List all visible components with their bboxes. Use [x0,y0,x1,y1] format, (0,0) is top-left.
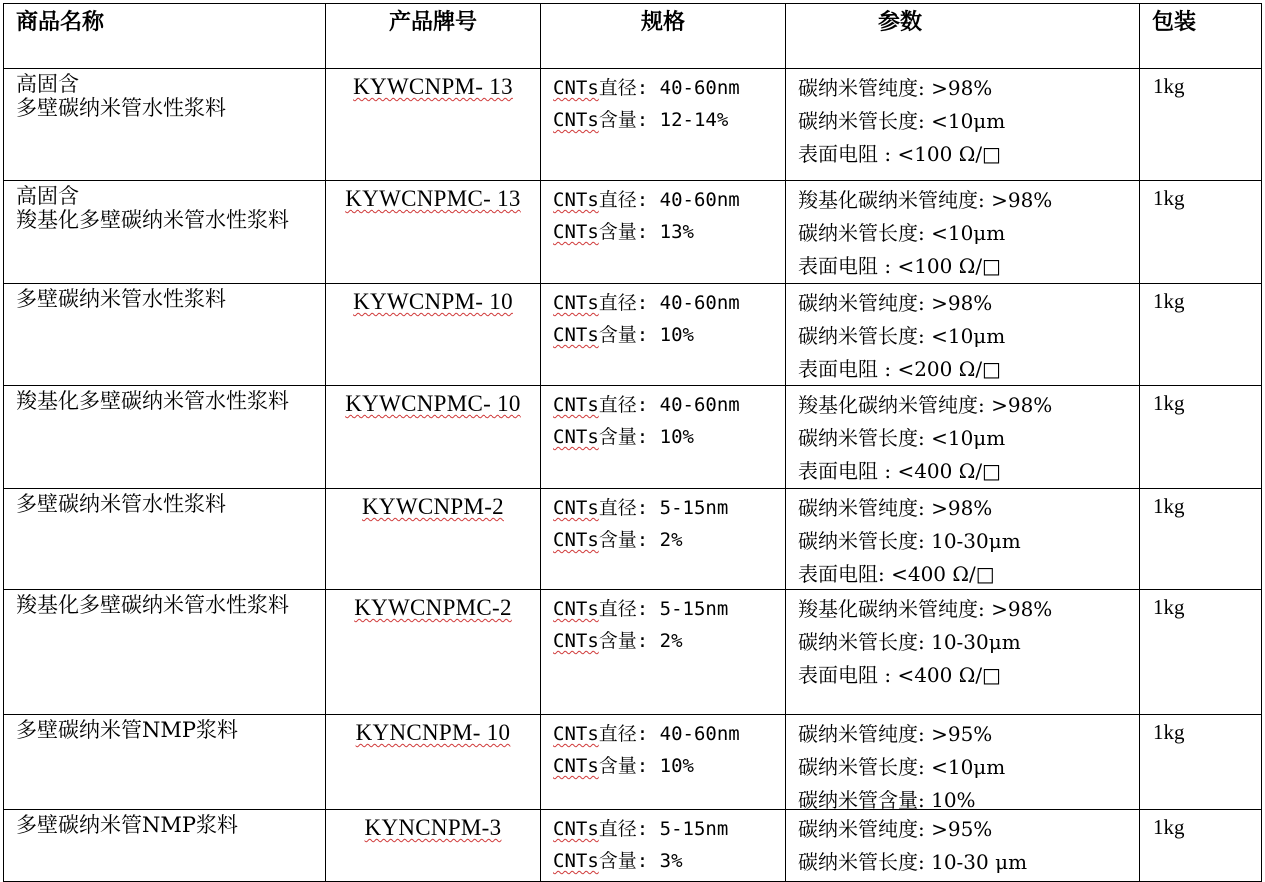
product-spec [541,810,785,882]
param-line: 碳纳米管长度: 10-30μm [798,630,1021,654]
spec-value: 含量: 10% [598,426,694,448]
param-line: 碳纳米管长度: <10μm [798,109,1006,133]
product-name-line: 多壁碳纳米管NMP浆料 [16,813,239,837]
header-pack [1140,4,1262,68]
product-name-line: 多壁碳纳米管水性浆料 [16,492,226,516]
param-line: 碳纳米管长度: <10μm [798,426,1006,450]
spec-value: 含量: 10% [598,324,694,346]
param-line: 碳纳米管纯度: >95% [798,722,993,746]
product-name [4,181,325,283]
model-code: KYWCNPM- 10 [353,289,513,314]
spec-value: 含量: 13% [598,221,694,243]
header-params [786,4,1139,68]
spec-cnts: CNTs [553,630,599,652]
product-spec [541,181,785,283]
product-name [4,284,325,385]
param-line: 表面电阻 : <400 Ω/□ [798,459,1001,483]
product-name-line: 高固含 [16,184,79,208]
product-model [326,181,540,283]
spec-line [553,593,785,625]
product-model [326,590,540,714]
product-spec [541,590,785,714]
model-code: KYNCNPM- 10 [355,720,511,745]
header-model [326,4,540,68]
spec-cnts: CNTs [553,497,599,519]
product-package: 1kg [1153,289,1185,313]
spec-line [553,287,785,319]
product-name-line: 羧基化多壁碳纳米管水性浆料 [16,593,289,617]
header-name [4,4,325,68]
param-line: 碳纳米管纯度: >98% [798,76,993,100]
spec-cnts: CNTs [553,324,599,346]
product-model [326,386,540,488]
param-line: 碳纳米管长度: <10μm [798,221,1006,245]
product-table [3,3,1262,882]
product-package: 1kg [1153,494,1185,518]
spec-cnts: CNTs [553,529,599,551]
spec-line [553,72,785,104]
spec-value: 含量: 3% [598,850,683,872]
product-params [786,181,1139,283]
spec-value: 直径: 5-15nm [598,818,729,840]
product-package: 1kg [1153,720,1185,744]
product-params [786,715,1139,812]
spec-cnts: CNTs [553,755,599,777]
product-name [4,810,325,882]
param-line: 碳纳米管长度: <10μm [798,324,1006,348]
spec-line [553,845,785,877]
product-name-line: 多壁碳纳米管水性浆料 [16,287,226,311]
header-spec [541,4,785,68]
product-model [326,284,540,385]
param-line: 表面电阻 : <200 Ω/□ [798,357,1001,381]
product-spec [541,386,785,488]
header-label: 参数 [878,10,923,35]
spec-line [553,421,785,453]
param-line: 碳纳米管纯度: >95% [798,817,993,841]
param-line: 表面电阻: <400 Ω/□ [798,562,995,586]
product-params [786,489,1139,589]
product-params [786,69,1139,180]
spec-cnts: CNTs [553,189,599,211]
product-model [326,715,540,809]
product-spec [541,715,785,809]
header-label: 商品名称 [16,10,105,35]
spec-cnts: CNTs [553,109,599,131]
spec-cnts: CNTs [553,598,599,620]
model-code: KYWCNPMC- 10 [345,391,521,416]
product-params [786,386,1139,488]
model-code: KYWCNPM- 13 [353,74,513,99]
header-label: 产品牌号 [388,10,477,35]
param-line: 碳纳米管纯度: >98% [798,291,993,315]
model-code: KYWCNPM-2 [362,494,504,519]
param-line: 碳纳米管长度: 10-30μm [798,529,1021,553]
product-spec [541,284,785,385]
spec-line [553,718,785,750]
spec-value: 含量: 2% [598,630,683,652]
spec-line [553,319,785,351]
product-package: 1kg [1153,815,1185,839]
spec-value: 直径: 40-60nm [598,394,740,416]
spec-value: 直径: 5-15nm [598,497,729,519]
spec-cnts: CNTs [553,850,599,872]
product-params [786,810,1139,882]
param-line: 碳纳米管纯度: >98% [798,496,993,520]
param-line: 羧基化碳纳米管纯度: >98% [798,188,1053,212]
product-name [4,489,325,589]
param-line: 羧基化碳纳米管纯度: >98% [798,597,1053,621]
spec-value: 含量: 10% [598,755,694,777]
spec-line [553,184,785,216]
spec-cnts: CNTs [553,426,599,448]
spec-line [553,492,785,524]
spec-cnts: CNTs [553,221,599,243]
product-name-line: 高固含 [16,72,79,96]
product-package: 1kg [1153,74,1185,98]
product-params [786,590,1139,714]
spec-line [553,104,785,136]
product-name-line: 羧基化多壁碳纳米管水性浆料 [16,389,289,413]
product-package: 1kg [1153,391,1185,415]
product-name [4,386,325,488]
spec-line [553,216,785,248]
spec-line [553,625,785,657]
product-name [4,715,325,809]
param-line: 表面电阻 : <400 Ω/□ [798,663,1001,687]
param-line: 羧基化碳纳米管纯度: >98% [798,393,1053,417]
spec-line [553,813,785,845]
spec-value: 直径: 40-60nm [598,723,740,745]
param-line: 碳纳米管长度: <10μm [798,755,1006,779]
spec-cnts: CNTs [553,394,599,416]
spec-line [553,750,785,782]
product-model [326,69,540,180]
spec-cnts: CNTs [553,292,599,314]
product-name-line: 多壁碳纳米管水性浆料 [16,96,226,120]
spec-value: 直径: 40-60nm [598,292,740,314]
spec-cnts: CNTs [553,77,599,99]
param-line: 碳纳米管长度: 10-30 μm [798,850,1028,874]
param-line: 表面电阻 : <100 Ω/□ [798,254,1001,278]
spec-cnts: CNTs [553,723,599,745]
header-label: 包装 [1152,10,1197,35]
product-package: 1kg [1153,595,1185,619]
product-spec [541,489,785,589]
spec-value: 含量: 12-14% [598,109,729,131]
model-code: KYNCNPM-3 [364,815,502,840]
spec-value: 直径: 40-60nm [598,189,740,211]
spec-value: 含量: 2% [598,529,683,551]
product-name [4,590,325,714]
product-name-line: 多壁碳纳米管NMP浆料 [16,718,239,742]
spec-value: 直径: 40-60nm [598,77,740,99]
product-package: 1kg [1153,186,1185,210]
spec-line [553,524,785,556]
product-model [326,810,540,882]
product-model [326,489,540,589]
spec-line [553,389,785,421]
header-label: 规格 [640,10,685,35]
product-name [4,69,325,180]
product-spec [541,69,785,180]
spec-value: 直径: 5-15nm [598,598,729,620]
spec-cnts: CNTs [553,818,599,840]
param-line: 表面电阻 : <100 Ω/□ [798,142,1001,166]
model-code: KYWCNPMC- 13 [345,186,521,211]
product-params [786,284,1139,385]
model-code: KYWCNPMC-2 [354,595,512,620]
param-line: 碳纳米管含量: 10% [798,788,976,812]
product-name-line: 羧基化多壁碳纳米管水性浆料 [16,208,289,232]
